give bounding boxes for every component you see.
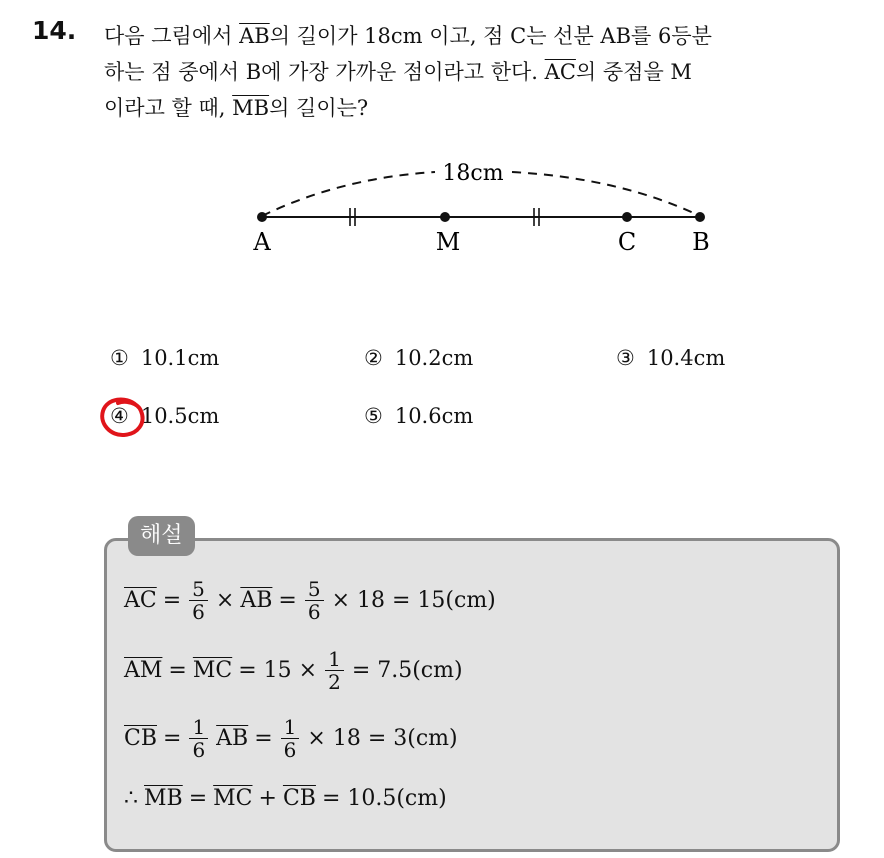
length-arc-left [262,172,435,216]
choice-2[interactable]: ② 10.2cm [364,346,474,370]
fraction: $\frac{5}{6}$ [189,578,208,623]
label-c: C [617,228,637,256]
solution-eq-3: $\overline{CB}$ = $\frac{1}{6}$ $\overline{AB}$ = $\frac{1}{6}$ × 18 = 3(cm) [124,715,458,762]
question-stem [104,18,864,126]
fraction: $\frac{1}{2}$ [325,648,344,693]
choice-1[interactable]: ① 10.1cm [110,346,220,370]
point-b [695,212,705,222]
label-a: A [253,228,271,256]
label-m: M [435,228,461,256]
segment-ac: $\overline{AC}$ [544,60,576,84]
choice-4[interactable]: ④ 10.5cm [110,404,220,428]
point-a [257,212,267,222]
solution-eq-1: $\overline{AC}$ = $\frac{5}{6}$ × $\overline{AB}$ = $\frac{5}{6}$ × 18 = 15(cm) [124,577,496,624]
solution-eq-2: $\overline{AM}$ = $\overline{MC}$ = 15 × $\frac{1}{2}$ = 7.5(cm) [124,647,463,694]
label-b: B [692,228,710,256]
stem-line-2: 하는 점 중에서 B에 가장 가까운 점이라고 한다. $\overline{AC}$의 중점을 M [104,60,692,84]
segment-ab: $\overline{AB}$ [239,24,270,48]
solution-eq-4: ∴ $\overline{MB}$ = $\overline{MC}$ + $\overline{CB}$ = 10.5(cm) [124,786,447,811]
stem-line-1: 다음 그림에서 $\overline{AB}$의 길이가 18cm 이고, 점 C는 선분 AB를 6등분 [104,24,712,48]
point-m [440,212,450,222]
question-number: 14. [32,16,77,45]
fraction: $\frac{5}{6}$ [305,578,324,623]
answer-circle-mark [96,393,152,441]
length-arc-right [512,172,700,216]
segment-mb: $\overline{MB}$ [232,96,270,120]
fraction: $\frac{1}{6}$ [189,716,208,761]
length-label: 18cm [442,161,504,186]
choice-3[interactable]: ③ 10.4cm [616,346,726,370]
solution-tag: 해설 [128,516,195,556]
choice-5[interactable]: ⑤ 10.6cm [364,404,474,428]
fraction: $\frac{1}{6}$ [281,716,300,761]
segment-figure [230,150,730,260]
stem-line-3: 이라고 할 때, $\overline{MB}$의 길이는? [104,96,369,120]
point-c [622,212,632,222]
